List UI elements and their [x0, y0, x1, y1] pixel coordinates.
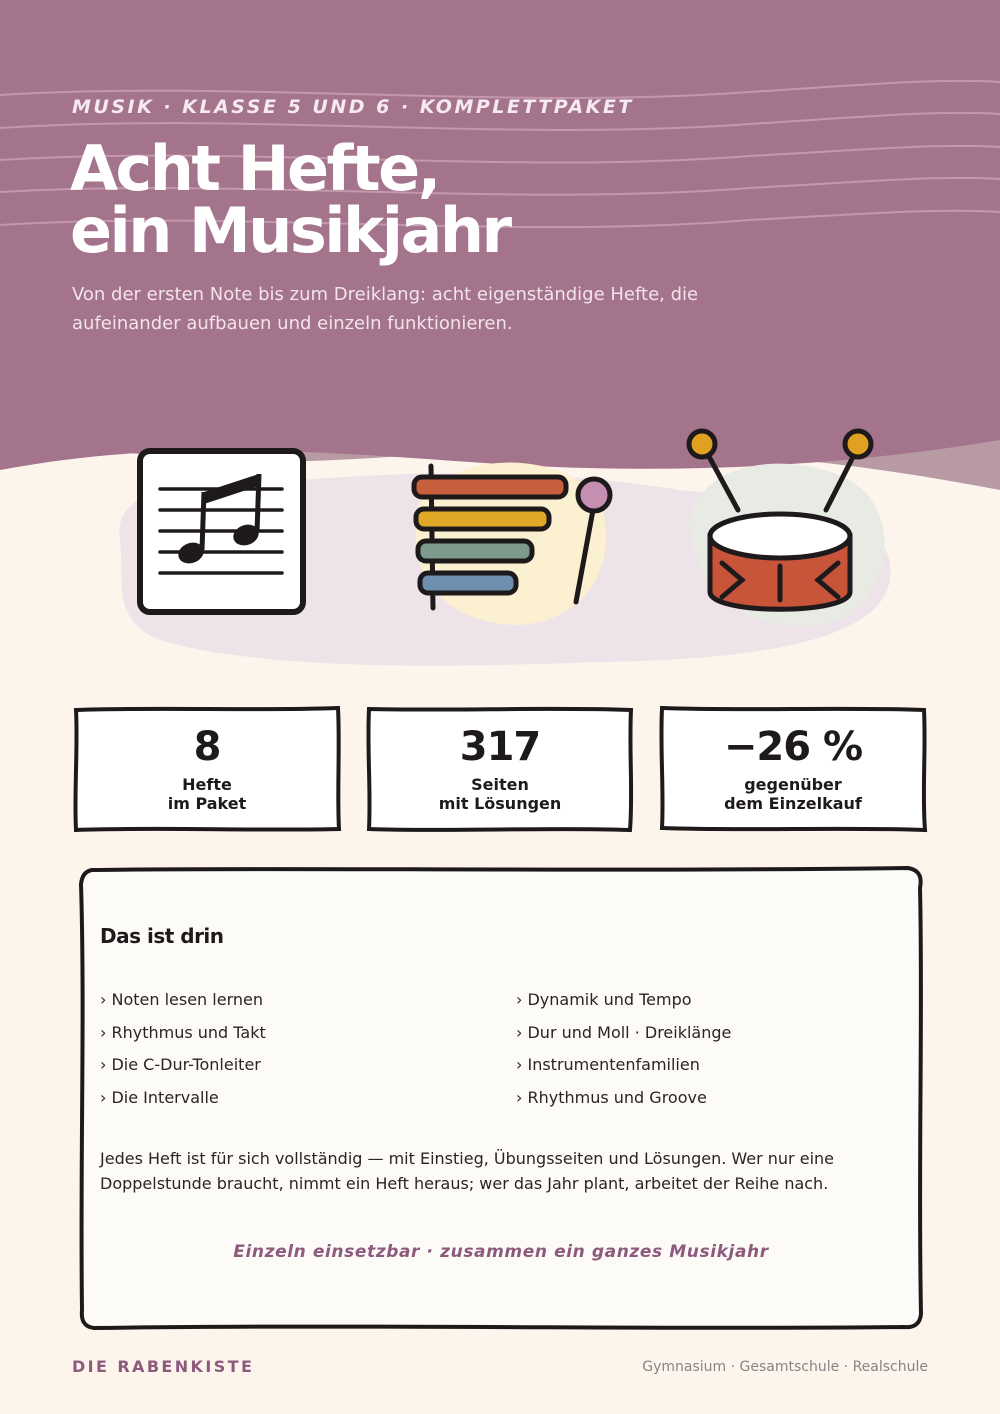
- illustration-row: [0, 420, 1000, 690]
- stat-label-line: dem Einzelkauf: [724, 794, 862, 813]
- stat-card-hefte: [72, 705, 342, 833]
- kicker: MUSIK · KLASSE 5 UND 6 · KOMPLETTPAKET: [72, 96, 634, 118]
- stat-label-line: im Paket: [167, 794, 247, 813]
- contents-list-right: [516, 988, 731, 1119]
- stat-label: [72, 775, 342, 813]
- stat-value: 8: [193, 724, 221, 770]
- school-types: Gymnasium · Gesamtschule · Realschule: [642, 1359, 928, 1375]
- list-item: › Die Intervalle: [100, 1088, 219, 1108]
- list-item: › Rhythmus und Takt: [100, 1022, 266, 1042]
- stat-value: −26 %: [723, 724, 863, 770]
- contents-card: [78, 864, 924, 1332]
- list-item: › Rhythmus und Groove: [516, 1088, 707, 1108]
- list-item: › Die C-Dur-Tonleiter: [100, 1055, 261, 1075]
- stat-card-rabatt: [658, 705, 928, 833]
- list-item: › Instrumentenfamilien: [516, 1055, 700, 1075]
- stat-label: [365, 775, 635, 813]
- contents-body: Jedes Heft ist für sich vollständig — mit Einstieg, Übungsseiten und Lösungen. Wer nur eine Doppelstunde braucht, nimmt ein Heft heraus; wer das Jahr plant, arbeitet der Reihe nach.: [100, 1149, 834, 1193]
- stat-label-line: gegenüber: [744, 775, 842, 794]
- stat-label-line: mit Lösungen: [438, 794, 562, 813]
- page-subtitle: Von der ersten Note bis zum Dreiklang: acht eigenständige Hefte, die aufeinander aufbauen und einzeln funktionieren.: [72, 284, 699, 334]
- contents-title: Das ist drin: [100, 924, 224, 948]
- music-notes-icon: [140, 451, 303, 612]
- title-line-2: ein Musikjahr: [70, 194, 510, 267]
- stat-card-seiten: [365, 705, 635, 833]
- list-item: › Noten lesen lernen: [100, 990, 263, 1009]
- brand-name: DIE RABENKISTE: [72, 1357, 255, 1376]
- stat-label-line: Hefte: [182, 775, 232, 794]
- contents-list-left: [100, 988, 266, 1119]
- stat-label-line: Seiten: [471, 775, 529, 794]
- contents-tagline: Einzeln einsetzbar · zusammen ein ganzes Musikjahr: [233, 1242, 769, 1262]
- list-item: › Dur und Moll · Dreiklänge: [516, 1022, 732, 1042]
- stat-value: 317: [459, 724, 541, 770]
- stat-label: [658, 775, 928, 813]
- title-line-1: Acht Hefte,: [70, 132, 439, 205]
- page-title: [70, 132, 510, 267]
- list-item: › Dynamik und Tempo: [516, 990, 692, 1009]
